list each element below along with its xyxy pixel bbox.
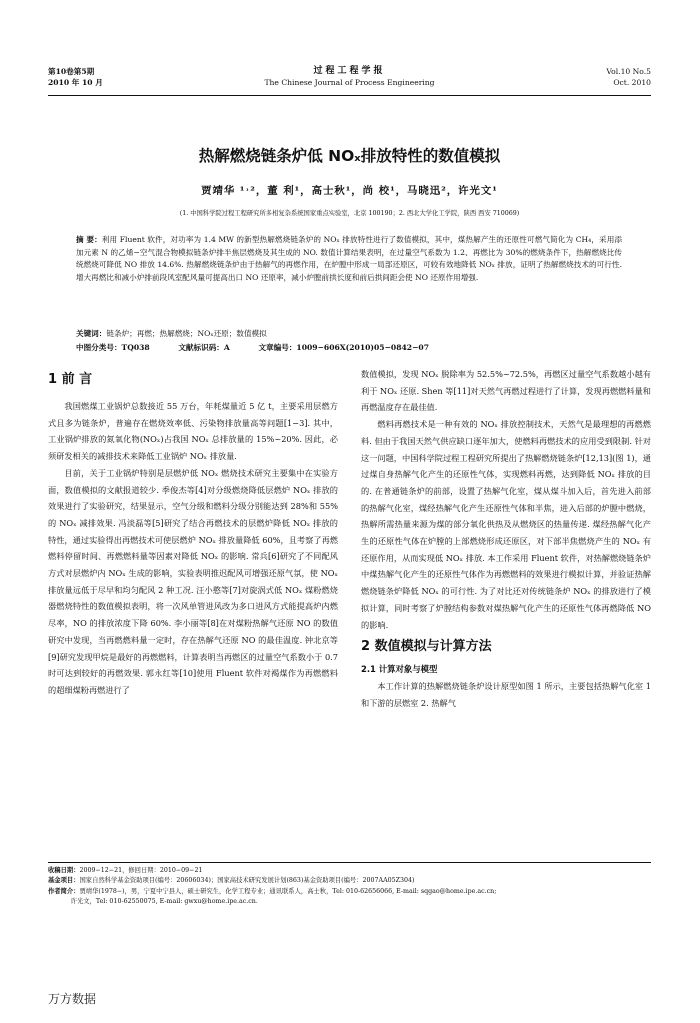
received-text: 2009−12−21，修回日期：2010−09−21 — [79, 867, 203, 874]
clc-number: 中图分类号：TQ038 — [76, 343, 150, 352]
left-column — [48, 366, 338, 699]
paragraph: 数值模拟，发现 NOₓ 脱除率为 52.5%~72.5%，再燃区过量空气系数越小越有利于 NOₓ 还原. Shen 等[11]对天然气再燃过程进行了计算，发现再燃燃料量和再燃温度存在最佳值. — [361, 369, 651, 413]
classification-line — [76, 342, 622, 355]
section-1-heading: 1 前 言 — [48, 372, 93, 387]
header-rule — [48, 95, 651, 96]
article-number: 文章编号：1009−606X(2010)05−0842−07 — [258, 343, 429, 352]
author-bio-continued: 许光文，Tel: 010-62550075, E-mail: gwxu@home.ipe.ac.cn. — [70, 898, 258, 906]
journal-name-en: The Chinese Journal of Process Engineering — [264, 78, 435, 87]
funding — [48, 876, 651, 886]
watermark: 万方数据 — [48, 992, 97, 1006]
date-en: Oct. 2010 — [613, 78, 651, 87]
footnote — [48, 866, 651, 908]
author-list: 贾靖华 ¹˒²，董 利¹，高士秋¹，尚 校¹，马晓迅²，许光文¹ — [201, 185, 498, 197]
issue-cn: 第10卷第5期 — [48, 67, 95, 76]
journal-volume — [606, 66, 651, 88]
paper-title: 热解燃烧链条炉低 NOₓ排放特性的数值模拟 — [198, 147, 501, 165]
author-bio — [48, 887, 651, 897]
paragraph: 我国燃煤工业锅炉总数接近 55 万台，年耗煤量近 5 亿 t，主要采用层燃方式且多为链条炉，普遍存在燃烧效率低、污染物排放量高等问题[1−3]. 其中，工业锅炉排放的氮氧化物(NOₓ)占我国 NOₓ 总排放量的 15%~20%. 因此，必须研发相关的减排技术来降低工业锅炉 NOₓ 排放量. — [48, 401, 338, 462]
fund-label: 基金项目： — [48, 877, 80, 885]
volume-en: Vol.10 No.5 — [606, 67, 651, 76]
date-cn: 2010 年 10 月 — [48, 78, 103, 87]
abstract — [76, 234, 622, 284]
abstract-text: 利用 Fluent 软件，对功率为 1.4 MW 的新型热解燃烧链条炉的 NOₓ 排放特性进行了数值模拟，其中，煤热解产生的还原性可燃气简化为 CH₄，采用添加元素 N 的乙烯−空气混合物模拟链条炉排半焦层燃烧及其生成的 NO. 数值计算结果表明，在过量空气系数为 1.2、再燃比为 30%的燃烧条件下，热解燃烧比传统燃烧可降低 NO 排放 14.6%. 热解燃烧链条炉由于热解气的再燃作用，在炉膛中形成一局部还原区，可较有效地降低 NOₓ 排放，证明了热解燃烧技术的可行性. 增大再燃比和减小炉排前段风室配风量可提高出口 NO 还原率，减小炉膛前拱长度和前后拱间距会使 NO 还原作用增强. — [76, 235, 622, 282]
running-header — [48, 66, 651, 94]
keywords-text: 链条炉；再燃；热解燃烧；NOₓ还原；数值模拟 — [106, 329, 267, 338]
paragraph: 燃料再燃技术是一种有效的 NOₓ 排放控制技术，天然气是最理想的再燃燃料. 但由于我国天然气供应缺口逐年加大，使燃料再燃技术的应用受到限制. 针对这一问题，中国科学院过程工程研究所提出了热解燃烧链条炉[12,13](图 1)，通过煤自身热解气化产生的还原性气体，实现燃料再燃，达到降低 NOₓ 排放的目的. 在普通链条炉的前部，设置了热解气化室，煤从煤斗加入后，首先进入前部的热解气化室，煤经热解气化产生还原性气体和半焦，进入后部的炉膛中燃烧，热解所需热量来源为煤的部分氧化供热及从燃烧区的热量传递. 煤经热解气化产生的还原性气体在炉膛的上部燃烧形成还原区，对下部半焦燃烧产生的 NOₓ 有还原作用，从而实现低 NOₓ 排放. 本工作采用 Fluent 软件，对热解燃烧链条炉中煤热解气化产生的还原性气体作为再燃燃料的效果进行模拟计算，并验证热解燃烧链条炉降低 NOₓ 的可行性. 为了对比还对传统链条炉 NOₓ 的排放进行了模拟计算，同时考察了炉膛结构参数对煤热解气化产生的还原性气体再燃降低 NO 的影响. — [361, 419, 651, 630]
right-column — [361, 366, 651, 711]
received-date — [48, 866, 651, 876]
paragraph: 本工作计算的热解燃烧链条炉设计原型如图 1 所示，主要包括热解气化室 1 和下游的层燃室 2. 热解气 — [361, 680, 651, 708]
received-label: 收稿日期： — [48, 867, 80, 874]
fund-text: 国家自然科学基金资助项目(编号：20606034)；国家高技术研究发展计划(863)基金资助项目(编号：2007AA05Z304) — [79, 877, 415, 885]
keywords — [76, 328, 622, 341]
abstract-label: 摘 要： — [76, 235, 102, 244]
keywords-label: 关键词： — [76, 329, 107, 338]
section-2-heading: 2 数值模拟与计算方法 — [361, 639, 492, 655]
subsection-2-1-heading: 2.1 计算对象与模型 — [361, 664, 438, 675]
author-bio-text: 贾靖华(1978−)，男，宁夏中宁县人，硕士研究生，化学工程专业；通讯联系人，高士秋，Tel: 010-62656066, E-mail: sqgao@home.ipe.ac.cn; — [79, 887, 497, 895]
author-bio-label: 作者简介： — [48, 887, 80, 895]
paragraph: 目前，关于工业锅炉特别是层燃炉低 NOₓ 燃烧技术研究主要集中在实验方面，数值模拟的文献报道较少. 季俊杰等[4]对分级燃烧降低层燃炉 NOₓ 排放的效果进行了实验研究，结果显示，空气分级和燃料分级分别能达到 28%和 55%的 NOₓ 减排效果. 冯淡磊等[5]研究了结合再燃技术的层燃炉降低 NOₓ 排放的特性，通过实验得出再燃技术可使层燃炉 NOₓ 排放量降低 60%，且考察了再燃燃料停留时间、再燃燃料量等因素对降低 NOₓ 的影响. 常兵[6]研究了不同配风方式对层燃炉内 NOₓ 生成的影响，实验表明推迟配风可增强还原气氛，使 NOₓ 排放量远低于尽早和均匀配风 2 种工况. 汪小憨等[7]对旋涡式低 NOₓ 煤粉燃烧器燃烧特性的数值模拟表明，将一次风单管进风改为多口进风方式能提高炉内燃尽率，NO 的排放浓度下降 60%. 李小丽等[8]在对煤粉热解气还原 NO 的数值研究中发现，当再燃燃料量一定时，存在热解气还原 NO 的最佳温度. 钟北京等[9]研究发现甲烷是最好的再燃燃料，计算表明当再燃区的过量空气系数小于 0.7 时可达到较好的再燃效果. 郭永红等[10]使用 Fluent 软件对褐煤作为再燃燃料的超细煤粉再燃进行了 — [48, 467, 338, 695]
footnote-rule — [48, 862, 651, 863]
affiliation: (1. 中国科学院过程工程研究所多相复杂系统国家重点实验室，北京 100190；2. 西北大学化工学院，陕西 西安 710069) — [179, 210, 520, 217]
journal-name — [48, 66, 651, 88]
journal-name-cn: 过程工程学报 — [313, 66, 386, 76]
document-code: 文献标识码：A — [178, 343, 230, 352]
